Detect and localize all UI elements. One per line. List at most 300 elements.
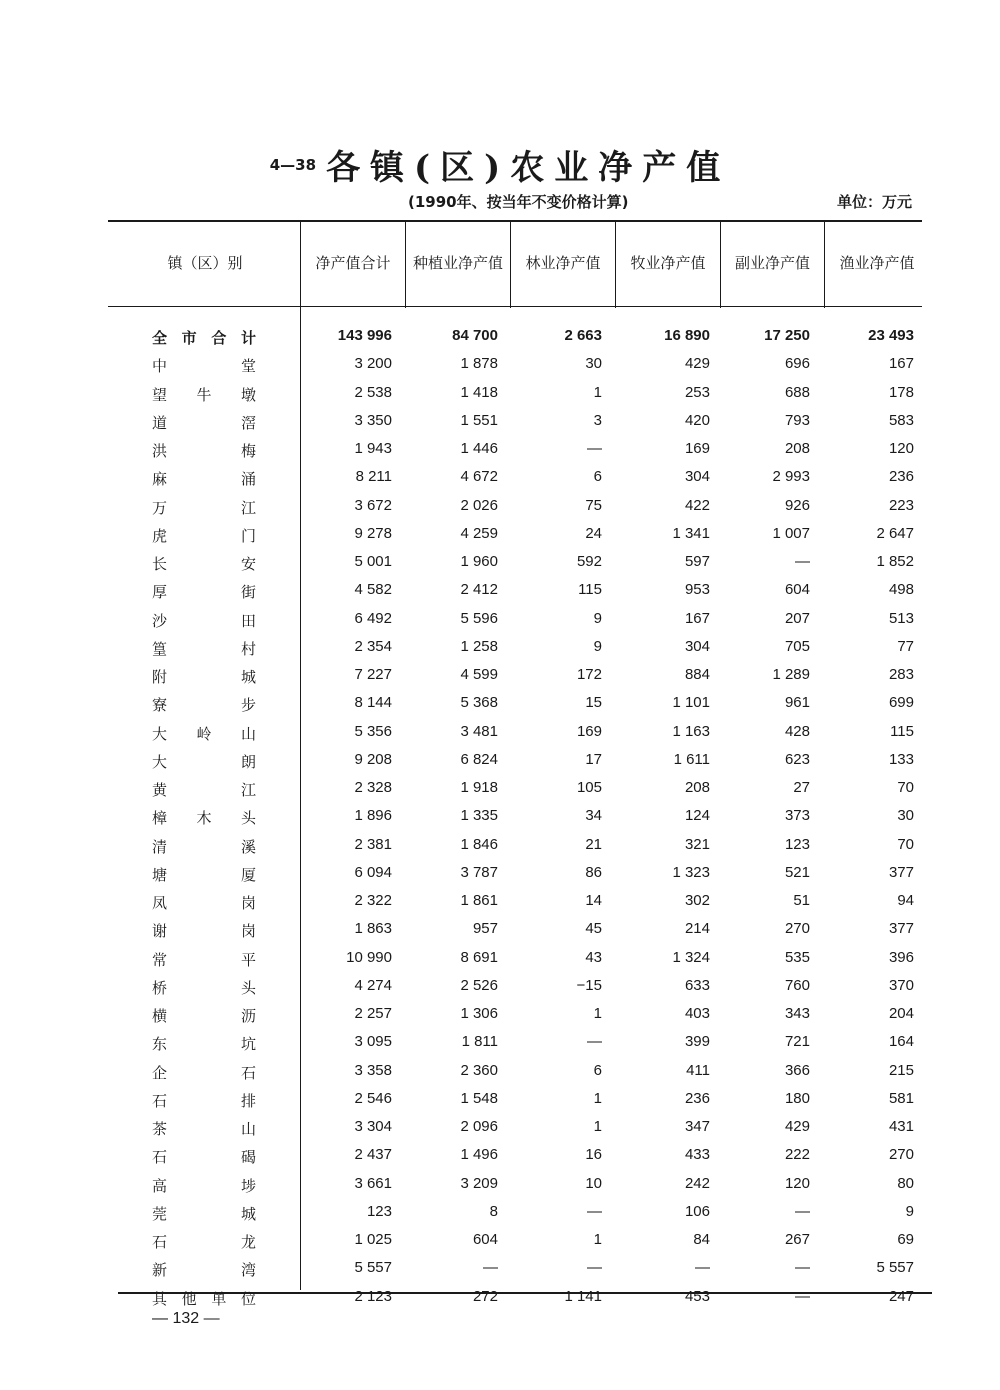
table-cell: 5 368 <box>460 694 498 712</box>
row-name-char: 望 <box>152 385 168 404</box>
table-cell: 1 323 <box>672 863 710 881</box>
row-name-char: 常 <box>152 950 168 969</box>
table-cell: 222 <box>784 1146 810 1164</box>
table-cell: 3 209 <box>460 1174 498 1192</box>
table-cell: 411 <box>686 1061 710 1079</box>
table-cell: 2 096 <box>460 1118 498 1135</box>
row-name-char: 新 <box>152 1261 168 1280</box>
table-cell: 1 548 <box>460 1089 498 1107</box>
table-cell: 270 <box>888 1146 914 1164</box>
row-name-char: 桥 <box>152 978 168 997</box>
table-cell: 8 <box>489 1202 498 1220</box>
table-cell: 433 <box>684 1146 710 1164</box>
table-cell: 597 <box>684 553 710 570</box>
row-name-char: 莞 <box>152 1204 168 1223</box>
row-name <box>152 468 256 489</box>
table-cell: 581 <box>888 1089 914 1107</box>
table-cell: 3 787 <box>460 863 498 881</box>
row-name-char: 岗 <box>240 922 256 941</box>
table-cell: 94 <box>897 892 914 909</box>
table-cell: — <box>483 1259 498 1277</box>
table-cell: 633 <box>684 976 710 994</box>
row-name-char: 石 <box>152 1148 168 1167</box>
table-row <box>108 1028 920 1056</box>
table-cell: −15 <box>576 976 602 994</box>
table-cell: 884 <box>684 666 710 683</box>
row-name-char: 附 <box>152 668 168 686</box>
table-cell: 69 <box>897 1231 914 1248</box>
row-name-char: 石 <box>240 1063 256 1082</box>
table-cell: 2 328 <box>354 779 392 796</box>
header-bottom-rule <box>108 306 922 307</box>
row-name <box>152 355 256 376</box>
row-name <box>152 807 256 828</box>
table-cell: 80 <box>897 1174 914 1192</box>
table-cell: 24 <box>585 524 602 542</box>
row-name-char: 厚 <box>152 583 168 602</box>
table-cell: 431 <box>888 1118 914 1135</box>
table-cell: 535 <box>784 948 810 966</box>
table-cell: 51 <box>793 892 810 909</box>
row-name-char: 牛 <box>196 385 212 404</box>
table-cell: 2 546 <box>354 1089 392 1107</box>
table-cell: 123 <box>784 835 810 853</box>
row-name <box>152 920 256 941</box>
row-name-char: 溪 <box>240 837 256 856</box>
table-cell: 953 <box>684 581 710 599</box>
row-name-char: 凤 <box>152 894 168 912</box>
table-cell: 7 227 <box>354 666 392 683</box>
row-name-char: 石 <box>152 1233 168 1251</box>
table-cell: — <box>695 1259 710 1277</box>
row-name <box>152 581 256 602</box>
row-name <box>152 751 256 772</box>
table-cell: 1 341 <box>672 524 710 542</box>
row-name-char: 涌 <box>240 470 256 489</box>
row-name-char: 大 <box>152 724 168 743</box>
row-name-char: 道 <box>152 413 168 432</box>
row-name-char: 城 <box>240 1204 256 1223</box>
row-name <box>152 553 256 574</box>
table-cell: 9 <box>593 637 602 655</box>
table-cell: 3 661 <box>354 1174 392 1192</box>
table-cell: — <box>795 1202 810 1220</box>
row-name <box>152 892 256 913</box>
table-cell: 592 <box>576 553 602 570</box>
row-name <box>152 723 256 744</box>
table-row <box>108 774 920 802</box>
row-name-char: 滘 <box>240 413 256 432</box>
table-cell: 1 306 <box>460 1005 498 1022</box>
row-name <box>152 949 256 970</box>
table-cell: 23 493 <box>868 327 914 344</box>
row-name <box>152 1005 256 1026</box>
table-cell: 236 <box>684 1089 710 1107</box>
total-row <box>108 322 920 350</box>
table-cell: 1 943 <box>354 440 392 457</box>
table-row <box>108 859 920 887</box>
row-name <box>152 1175 256 1196</box>
row-name-char: 步 <box>240 696 256 715</box>
table-cell: 5 557 <box>354 1259 392 1277</box>
table-row <box>108 746 920 774</box>
table-cell: 247 <box>888 1287 914 1305</box>
row-name <box>152 610 256 631</box>
table-cell: 115 <box>890 722 914 740</box>
table-cell: 106 <box>684 1202 710 1220</box>
table-cell: 604 <box>784 581 810 599</box>
row-name-char: 麻 <box>152 470 168 489</box>
table-cell: 604 <box>472 1231 498 1248</box>
table-cell: 5 356 <box>354 722 392 740</box>
subtitle: (1990年、按当年不变价格计算) <box>408 193 629 211</box>
table-cell: 208 <box>784 440 810 457</box>
row-name-char: 江 <box>240 781 256 799</box>
table-cell: 304 <box>684 468 710 486</box>
table-cell: — <box>795 553 810 570</box>
row-name-char: 碣 <box>240 1148 256 1167</box>
table-cell: 14 <box>585 892 602 909</box>
table-row <box>108 435 920 463</box>
table-cell: 120 <box>784 1174 810 1192</box>
table-cell: 169 <box>576 722 602 740</box>
table-cell: 2 354 <box>354 637 392 655</box>
table-cell: 2 437 <box>354 1146 392 1164</box>
table-cell: 429 <box>684 355 710 373</box>
table-cell: 5 001 <box>354 553 392 570</box>
row-name <box>152 1090 256 1111</box>
row-name <box>152 1203 256 1224</box>
row-name-char: 沥 <box>240 1007 256 1025</box>
table-row <box>108 1113 920 1141</box>
table-cell: 8 144 <box>354 694 392 712</box>
table-row <box>108 1226 920 1254</box>
table-row <box>108 1057 920 1085</box>
table-cell: 4 672 <box>460 468 498 486</box>
row-name-char: 市 <box>181 329 197 347</box>
table-cell: 178 <box>888 383 914 401</box>
table-cell: 6 <box>593 1061 602 1079</box>
row-name-char: 山 <box>240 1120 256 1138</box>
table-cell: 1 551 <box>460 411 498 429</box>
table-cell: 2 647 <box>876 524 914 542</box>
table-cell: 957 <box>472 920 498 938</box>
table-cell: 793 <box>784 411 810 429</box>
table-cell: 1 <box>593 1118 602 1135</box>
table-cell: 1 496 <box>460 1146 498 1164</box>
table-cell: 373 <box>784 807 810 825</box>
table-cell: 75 <box>585 496 602 514</box>
table-cell: 343 <box>784 1005 810 1022</box>
row-name-char: 岗 <box>240 894 256 912</box>
column-header: 种植业净产值 <box>412 254 503 272</box>
row-name <box>152 694 256 715</box>
row-name-char: 排 <box>240 1091 256 1110</box>
table-cell: 699 <box>888 694 914 712</box>
row-name-char: 朗 <box>240 752 256 771</box>
table-cell: 2 123 <box>354 1287 392 1305</box>
table-cell: 5 596 <box>460 609 498 627</box>
row-name-char: 企 <box>152 1063 168 1082</box>
table-row <box>108 718 920 746</box>
row-name-char: 湾 <box>240 1261 256 1280</box>
table-cell: 208 <box>684 779 710 796</box>
table-cell: 2 663 <box>564 327 602 344</box>
row-name <box>152 836 256 857</box>
table-cell: 164 <box>888 1033 914 1051</box>
row-name-char: 石 <box>152 1091 168 1110</box>
row-name <box>152 779 256 800</box>
row-name <box>152 1259 256 1280</box>
column-header: 副业净产值 <box>734 254 810 272</box>
table-row <box>108 689 920 717</box>
table-cell: 16 <box>585 1146 602 1164</box>
table-cell: 3 350 <box>354 411 392 429</box>
table-cell: 4 599 <box>460 666 498 683</box>
table-row <box>108 605 920 633</box>
row-name-char: 沙 <box>152 611 168 630</box>
table-cell: 1 811 <box>461 1033 498 1051</box>
table-cell: 961 <box>784 694 810 712</box>
table-cell: 1 324 <box>672 948 710 966</box>
table-cell: 420 <box>684 411 710 429</box>
table-row <box>108 492 920 520</box>
table-cell: 1 863 <box>354 920 392 938</box>
row-name-char: 木 <box>196 809 212 828</box>
table-cell: 403 <box>684 1005 710 1022</box>
table-cell: 1 <box>593 1089 602 1107</box>
table-cell: 236 <box>888 468 914 486</box>
table-cell: 705 <box>784 637 810 655</box>
table-cell: 10 990 <box>346 948 392 966</box>
table-cell: — <box>587 1202 602 1220</box>
row-name <box>152 1288 256 1309</box>
table-cell: 4 582 <box>354 581 392 599</box>
table-cell: 688 <box>784 383 810 401</box>
table-cell: 17 <box>585 750 602 768</box>
table-cell: 223 <box>888 496 914 514</box>
table-cell: 1 878 <box>460 355 498 373</box>
row-name-char: 村 <box>240 639 256 658</box>
table-cell: 77 <box>897 637 914 655</box>
table-cell: 253 <box>684 383 710 401</box>
table-cell: 105 <box>576 779 602 796</box>
table-cell: 521 <box>784 863 810 881</box>
table-row <box>108 407 920 435</box>
table-cell: 2 412 <box>460 581 498 599</box>
row-name <box>152 412 256 433</box>
table-row <box>108 1198 920 1226</box>
table-cell: 3 481 <box>460 722 498 740</box>
table-cell: 1 896 <box>354 807 392 825</box>
table-cell: 6 <box>593 468 602 486</box>
row-name <box>152 1146 256 1167</box>
table-cell: 4 274 <box>354 976 392 994</box>
row-name-char: 樟 <box>152 809 168 828</box>
table-cell: 3 672 <box>354 496 392 514</box>
table-cell: 3 358 <box>354 1061 392 1079</box>
table-cell: 1 611 <box>673 750 710 768</box>
table-cell: 429 <box>784 1118 810 1135</box>
table-row <box>108 661 920 689</box>
table-cell: 2 026 <box>460 496 498 514</box>
table-cell: 1 960 <box>460 553 498 570</box>
row-label-header: 镇（区）别 <box>167 254 243 272</box>
table-cell: 498 <box>888 581 914 599</box>
table-title: 各镇(区)农业净产值 <box>326 148 731 188</box>
table-cell: 428 <box>784 722 810 740</box>
table-cell: 1 446 <box>460 440 498 457</box>
table-cell: 1 918 <box>460 779 498 796</box>
table-cell: 70 <box>897 835 914 853</box>
table-cell: 84 <box>693 1231 710 1248</box>
row-name-char: 江 <box>240 498 256 517</box>
table-cell: 9 208 <box>354 750 392 768</box>
table-row <box>108 1085 920 1113</box>
row-name <box>152 440 256 461</box>
table-cell: 180 <box>784 1089 810 1107</box>
row-name <box>152 384 256 405</box>
row-name-char: 黄 <box>152 781 168 799</box>
row-name-char: 高 <box>152 1176 168 1195</box>
table-cell: 242 <box>684 1174 710 1192</box>
row-name-char: 全 <box>152 329 168 347</box>
row-name-char: 街 <box>240 583 256 602</box>
row-name <box>152 666 256 687</box>
row-name-char: 中 <box>152 357 168 376</box>
table-cell: 204 <box>888 1005 914 1022</box>
table-cell: 1 101 <box>672 694 710 712</box>
table-cell: 422 <box>684 496 710 514</box>
table-cell: 34 <box>585 807 602 825</box>
table-cell: 207 <box>784 609 810 627</box>
row-name-char: 坑 <box>240 1035 256 1054</box>
table-cell: 5 557 <box>876 1259 914 1277</box>
table-row <box>108 972 920 1000</box>
row-name-char: 田 <box>240 611 256 630</box>
row-name-char: 他 <box>181 1289 197 1308</box>
table-cell: 27 <box>793 779 810 796</box>
table-cell: 3 095 <box>354 1033 392 1051</box>
row-name-char: 虎 <box>152 526 168 545</box>
table-cell: 2 322 <box>354 892 392 909</box>
column-header: 渔业净产值 <box>839 254 915 272</box>
row-name-char: 安 <box>240 555 256 573</box>
table-cell: 396 <box>888 948 914 966</box>
table-cell: 1 007 <box>772 524 810 542</box>
column-header: 牧业净产值 <box>630 254 706 272</box>
table-cell: 167 <box>684 609 710 627</box>
row-name-char: 单 <box>211 1289 227 1308</box>
table-cell: 302 <box>684 892 710 909</box>
table-cell: 513 <box>888 609 914 627</box>
table-cell: 16 890 <box>664 327 710 344</box>
table-row <box>108 633 920 661</box>
row-name-char: 平 <box>240 950 256 969</box>
table-cell: 1 258 <box>460 637 498 655</box>
row-name-char: 墩 <box>240 385 256 404</box>
row-name-char: 洪 <box>152 442 168 460</box>
table-cell: 215 <box>888 1061 914 1079</box>
table-cell: 366 <box>784 1061 810 1079</box>
table-cell: 6 492 <box>354 609 392 627</box>
row-name-char: 万 <box>152 498 168 517</box>
table-cell: 123 <box>366 1202 392 1220</box>
table-cell: 760 <box>784 976 810 994</box>
row-name-char: 长 <box>152 555 168 573</box>
row-name-char: 堂 <box>240 357 256 376</box>
table-cell: 120 <box>888 440 914 457</box>
unit-label: 单位：万元 <box>836 193 912 211</box>
table-cell: 1 <box>593 1005 602 1022</box>
row-name <box>152 497 256 518</box>
table-cell: 6 824 <box>460 750 498 768</box>
table-cell: 45 <box>585 920 602 938</box>
column-header: 林业净产值 <box>525 254 601 272</box>
page-title <box>0 140 1000 189</box>
table-cell: 321 <box>684 835 710 853</box>
table-cell: 2 381 <box>354 835 392 853</box>
table-cell: — <box>795 1287 810 1305</box>
table-row <box>108 802 920 830</box>
table-cell: 1 852 <box>876 553 914 570</box>
row-name-char: 岭 <box>196 724 212 743</box>
table-cell: 133 <box>888 750 914 768</box>
table-cell: 4 259 <box>460 524 498 542</box>
row-name-char: 头 <box>240 978 256 997</box>
row-name-char: 塘 <box>152 865 168 884</box>
row-name <box>152 1062 256 1083</box>
table-row <box>108 1000 920 1028</box>
table-cell: 583 <box>888 411 914 429</box>
table-cell: 453 <box>684 1287 710 1305</box>
table-row <box>108 1141 920 1169</box>
table-cell: 43 <box>585 948 602 966</box>
table-row <box>108 1283 920 1311</box>
table-row <box>108 1170 920 1198</box>
table-cell: 283 <box>888 666 914 683</box>
table-row <box>108 915 920 943</box>
table-row <box>108 1254 920 1282</box>
table-cell: 623 <box>784 750 810 768</box>
table-cell: 30 <box>897 807 914 825</box>
table-cell: 3 <box>593 411 602 429</box>
row-name-char: 位 <box>240 1289 256 1308</box>
top-rule <box>108 220 922 222</box>
table-cell: 377 <box>888 920 914 938</box>
table-cell: 9 <box>593 609 602 627</box>
table-cell: 9 278 <box>354 524 392 542</box>
row-name-char: 计 <box>240 329 256 347</box>
row-name <box>152 638 256 659</box>
table-cell: 1 335 <box>460 807 498 825</box>
table-cell: 115 <box>578 581 602 599</box>
table-row <box>108 379 920 407</box>
table-cell: 721 <box>784 1033 810 1051</box>
table-cell: 267 <box>784 1231 810 1248</box>
page-number: — 132 — <box>152 1310 220 1327</box>
row-name-char: 茶 <box>152 1120 168 1138</box>
table-cell: — <box>795 1259 810 1277</box>
table-cell: 2 360 <box>460 1061 498 1079</box>
row-name-char: 东 <box>152 1035 168 1054</box>
table-row <box>108 520 920 548</box>
table-number: 4—38 <box>269 155 317 174</box>
table-cell: 1 418 <box>460 383 498 401</box>
table-cell: 124 <box>684 807 710 825</box>
table-cell: 1 289 <box>772 666 810 683</box>
table-cell: 8 211 <box>355 468 392 486</box>
